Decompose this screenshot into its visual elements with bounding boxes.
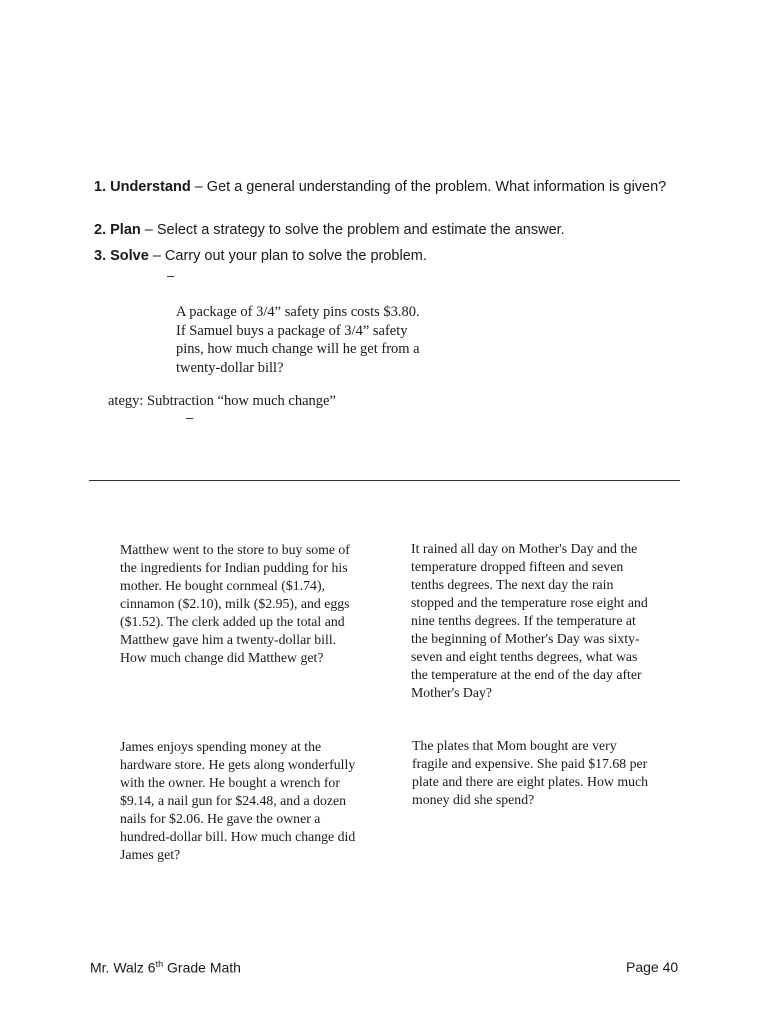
- dash-mark: –: [167, 268, 175, 283]
- problem-line: nine tenths degrees. If the temperature at: [411, 613, 636, 628]
- problem-line: stopped and the temperature rose eight and: [411, 595, 648, 610]
- problem-plates: [412, 737, 648, 809]
- problem-line: hardware store. He gets along wonderfully: [120, 757, 356, 772]
- footer-course-subject: Grade Math: [163, 959, 241, 976]
- step-text: – Select a strategy to solve the problem and estimate the answer.: [140, 222, 565, 238]
- footer-course: [90, 959, 241, 976]
- problem-mothers-day: [411, 540, 648, 702]
- step-understand: [94, 179, 666, 195]
- step-label: 1. Understand: [94, 179, 191, 195]
- footer-course-name: Mr. Walz 6: [90, 959, 156, 976]
- problem-line: James enjoys spending money at the: [120, 739, 322, 754]
- example-problem: [176, 303, 456, 377]
- strategy-text: ategy: Subtraction “how much change”: [108, 393, 336, 409]
- step-label: 3. Solve: [94, 248, 149, 264]
- example-line: pins, how much change will he get from a: [176, 341, 420, 357]
- footer-course-suffix: th: [155, 959, 164, 969]
- problem-line: Matthew went to the store to buy some of: [120, 542, 350, 557]
- problem-line: ($1.52). The clerk added up the total and: [120, 614, 345, 629]
- dash-mark: –: [186, 410, 194, 425]
- example-line: twenty-dollar bill?: [176, 359, 284, 376]
- page-number: Page 40: [626, 959, 679, 975]
- step-text: – Carry out your plan to solve the problem.: [148, 248, 427, 264]
- problem-line: tenths degrees. The next day the rain: [411, 577, 614, 592]
- problem-line: $9.14, a nail gun for $24.48, and a dozen: [120, 793, 347, 808]
- problem-james: [120, 738, 355, 864]
- problem-line: The plates that Mom bought are very: [412, 738, 617, 753]
- problem-line: fragile and expensive. She paid $17.68 per: [412, 756, 648, 771]
- divider: [89, 480, 680, 481]
- problem-line: mother. He bought cornmeal ($1.74),: [120, 578, 325, 593]
- problem-line: Matthew gave him a twenty-dollar bill.: [120, 632, 337, 647]
- problem-line: plate and there are eight plates. How much: [412, 774, 648, 789]
- step-text: – Get a general understanding of the problem. What information is given?: [190, 179, 667, 195]
- problem-line: Mother's Day?: [411, 685, 493, 700]
- step-label: 2. Plan: [94, 222, 141, 238]
- problem-line: nails for $2.06. He gave the owner a: [120, 811, 321, 826]
- problem-line: seven and eight tenths degrees, what was: [411, 649, 638, 664]
- problem-line: It rained all day on Mother's Day and the: [411, 541, 638, 556]
- problem-matthew: [120, 541, 350, 667]
- problem-line: the ingredients for Indian pudding for his: [120, 560, 348, 575]
- step-solve: [94, 248, 427, 264]
- problem-line: How much change did Matthew get?: [120, 650, 324, 665]
- problem-line: the beginning of Mother's Day was sixty-: [411, 631, 640, 646]
- problem-line: temperature dropped fifteen and seven: [411, 559, 624, 574]
- example-line: A package of 3/4” safety pins costs $3.80.: [176, 304, 420, 320]
- problem-line: money did she spend?: [412, 792, 535, 807]
- problem-line: cinnamon ($2.10), milk ($2.95), and eggs: [120, 596, 350, 611]
- problem-line: hundred-dollar bill. How much change did: [120, 829, 356, 844]
- problem-line: James get?: [120, 847, 181, 862]
- example-line: If Samuel buys a package of 3/4” safety: [176, 322, 408, 339]
- problem-line: with the owner. He bought a wrench for: [120, 775, 340, 790]
- problem-line: the temperature at the end of the day after: [411, 667, 642, 682]
- step-plan: [94, 222, 565, 238]
